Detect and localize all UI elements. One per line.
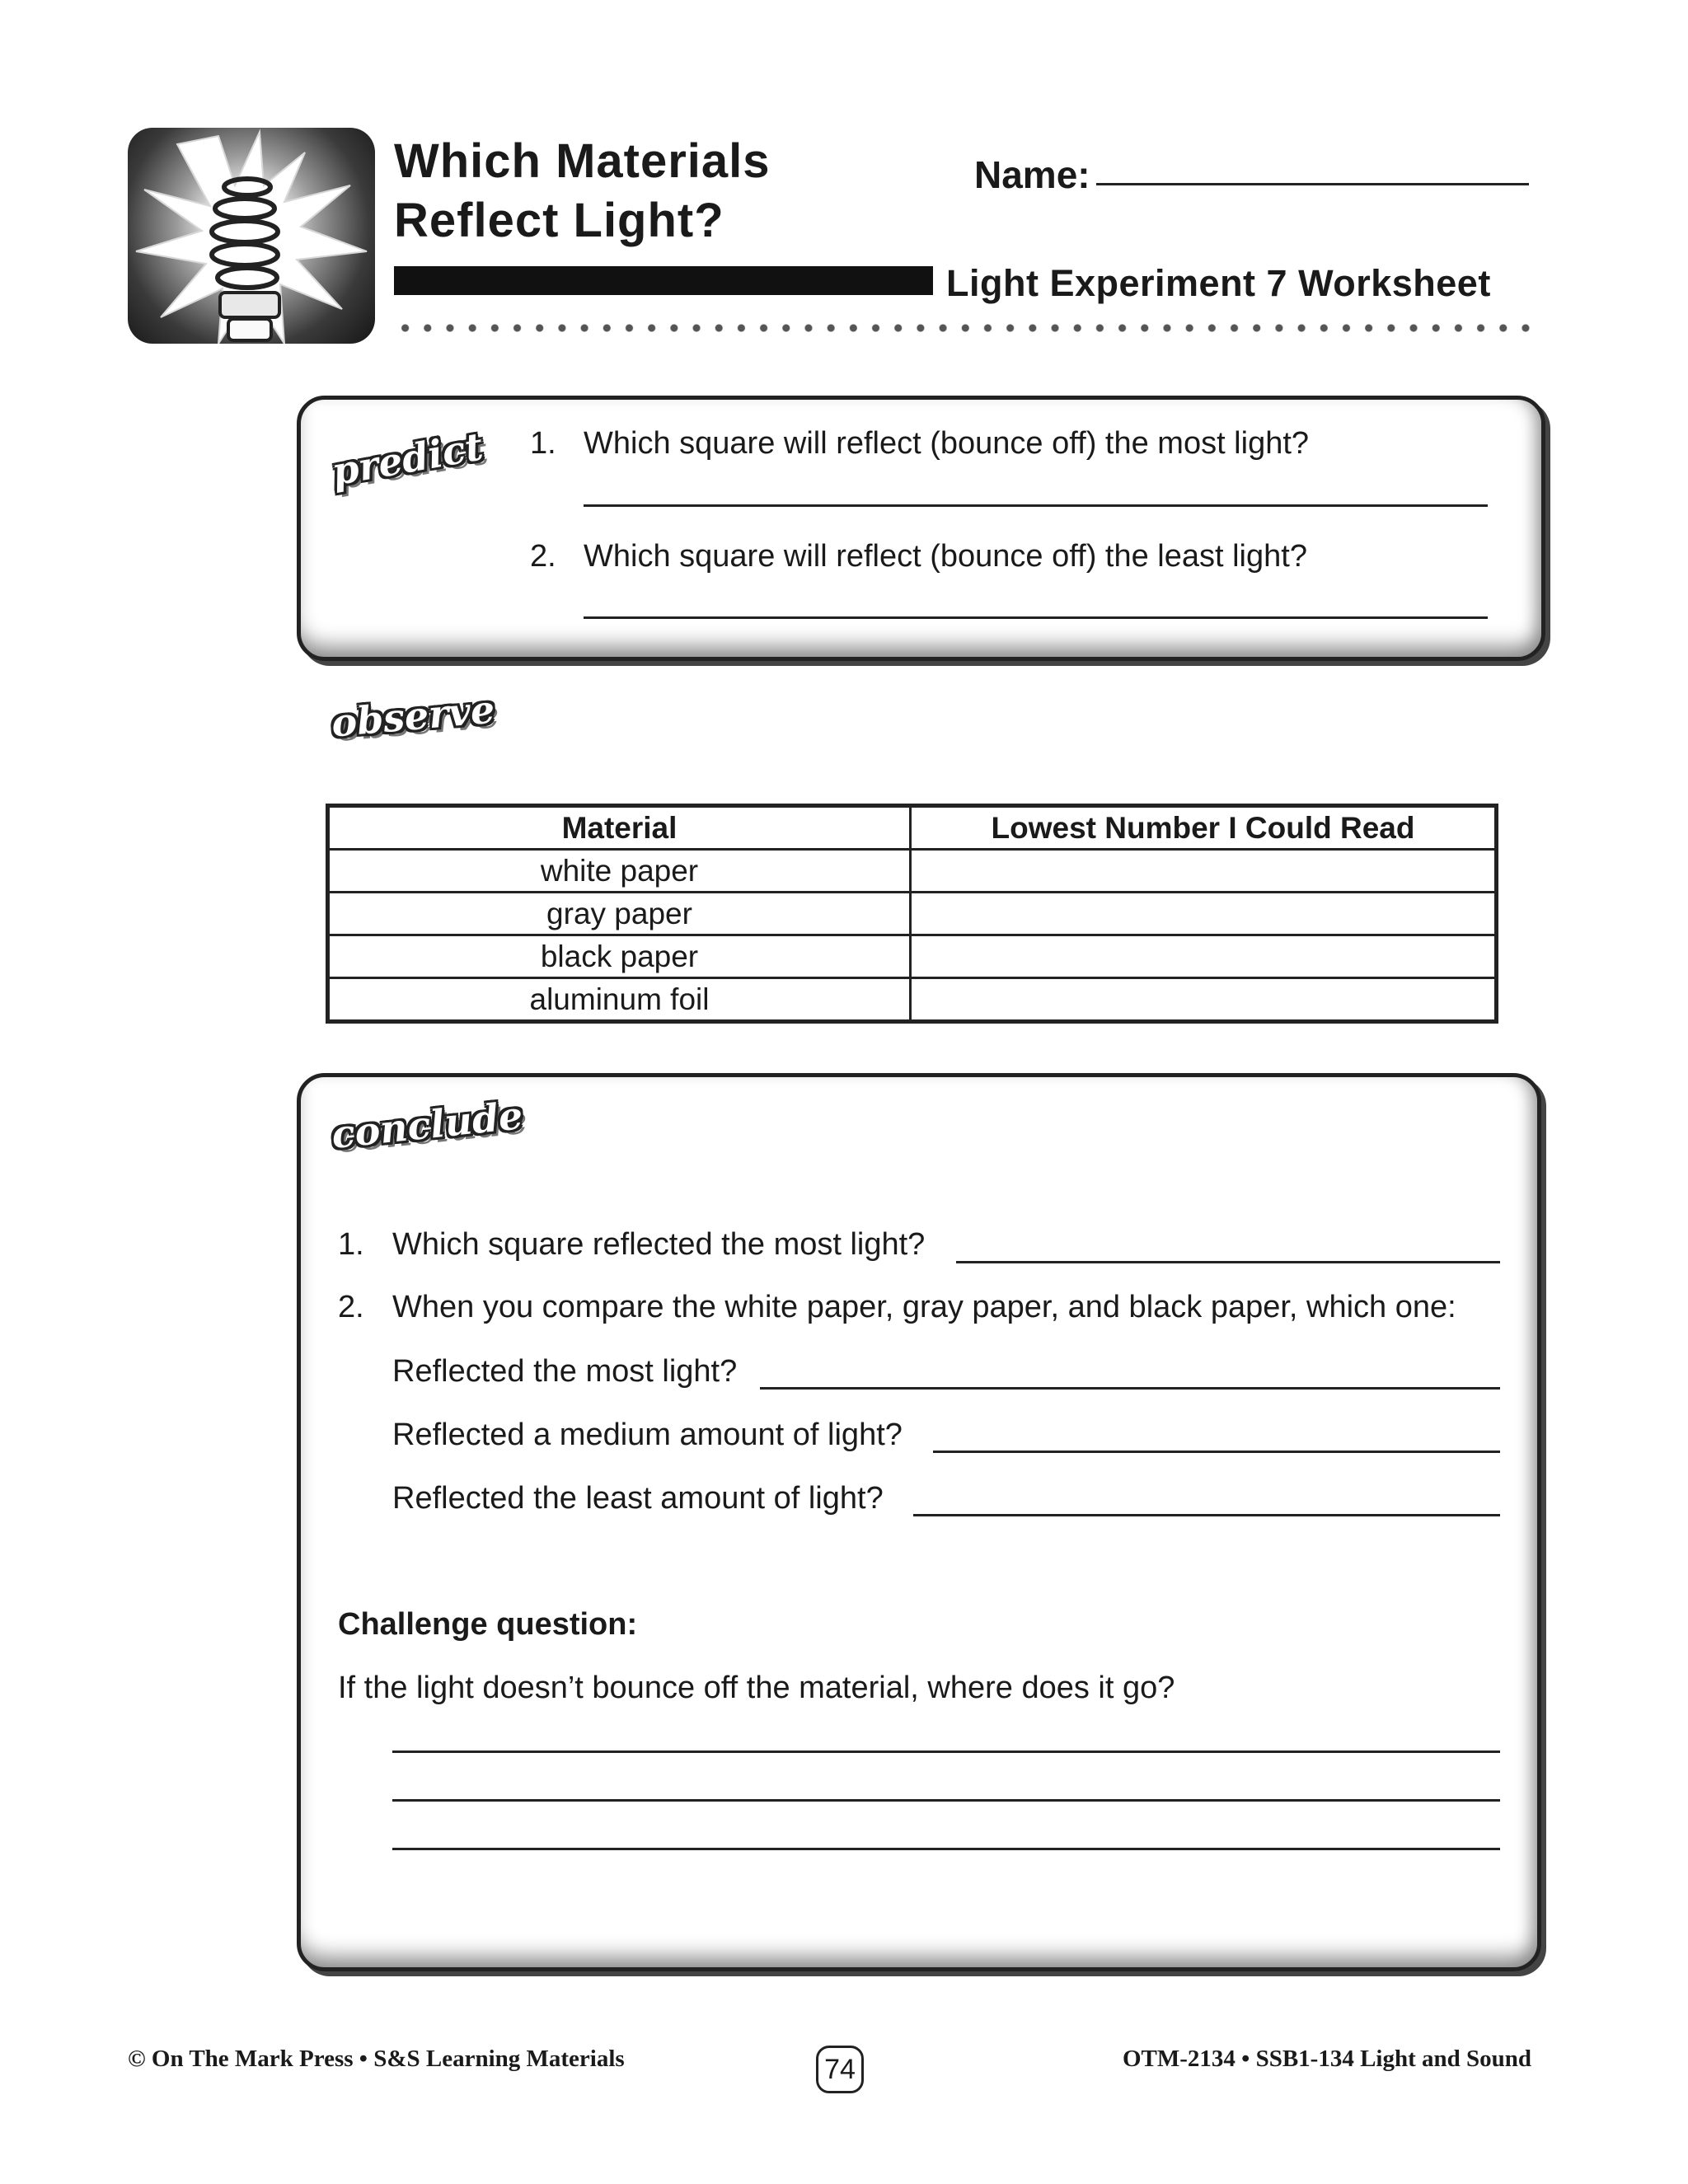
- challenge-question: If the light doesn’t bounce off the material, where does it go?: [338, 1671, 1175, 1705]
- challenge-answer-line-3[interactable]: [392, 1848, 1500, 1850]
- conclude-q1-number: 1.: [338, 1227, 364, 1262]
- observe-badge: observe: [330, 687, 497, 746]
- sub-question-least: Reflected the least amount of light?: [392, 1481, 884, 1516]
- material-cell: aluminum foil: [328, 978, 911, 1022]
- conclude-q2-text: When you compare the white paper, gray paper, and black paper, which one:: [392, 1290, 1456, 1324]
- material-cell: black paper: [328, 935, 911, 978]
- worksheet-subtitle: Light Experiment 7 Worksheet: [946, 262, 1491, 304]
- material-cell: gray paper: [328, 893, 911, 935]
- title-divider-bar: [394, 266, 933, 295]
- light-bulb-burst-icon: [128, 128, 375, 344]
- page-title: [394, 132, 823, 251]
- reading-cell[interactable]: [911, 978, 1497, 1022]
- challenge-answer-line-1[interactable]: [392, 1750, 1500, 1753]
- footer-product-code: OTM-2134 • SSB1-134 Light and Sound: [1123, 2046, 1532, 2072]
- table-row: [328, 893, 1497, 935]
- sub-question-least-answer-line[interactable]: [913, 1514, 1500, 1516]
- predict-badge: predict: [328, 424, 486, 494]
- name-label: Name:: [974, 153, 1090, 196]
- predict-q2-number: 2.: [530, 539, 556, 574]
- challenge-answer-line-2[interactable]: [392, 1799, 1500, 1802]
- conclude-q1-answer-line[interactable]: [956, 1261, 1500, 1263]
- predict-q1-number: 1.: [530, 426, 556, 461]
- sub-question-medium: Reflected a medium amount of light?: [392, 1418, 903, 1452]
- conclude-q2-number: 2.: [338, 1290, 364, 1324]
- title-line-1: Which Materials: [394, 134, 771, 188]
- column-header-lowest-number: Lowest Number I Could Read: [911, 806, 1497, 850]
- predict-q1-text: Which square will reflect (bounce off) the most light?: [584, 426, 1310, 461]
- reading-cell[interactable]: [911, 850, 1497, 893]
- material-cell: white paper: [328, 850, 911, 893]
- predict-q1-answer-line[interactable]: [584, 504, 1488, 507]
- conclude-q1-text: Which square reflected the most light?: [392, 1227, 926, 1262]
- table-row: [328, 935, 1497, 978]
- table-row: [328, 978, 1497, 1022]
- reading-cell[interactable]: [911, 935, 1497, 978]
- page-number: 74: [816, 2046, 864, 2093]
- footer-publisher: © On The Mark Press • S&S Learning Materials: [128, 2046, 625, 2072]
- dotted-divider: [394, 323, 1536, 333]
- sub-question-most: Reflected the most light?: [392, 1354, 738, 1389]
- table-header-row: [328, 806, 1497, 850]
- title-line-2: Reflect Light?: [394, 194, 724, 247]
- conclude-badge: conclude: [329, 1092, 525, 1158]
- conclude-panel: [297, 1073, 1541, 1971]
- name-field[interactable]: [1096, 183, 1529, 185]
- predict-q2-text: Which square will reflect (bounce off) the least light?: [584, 539, 1307, 574]
- sub-question-medium-answer-line[interactable]: [933, 1451, 1500, 1453]
- column-header-material: Material: [328, 806, 911, 850]
- observation-table: [326, 804, 1498, 1024]
- reading-cell[interactable]: [911, 893, 1497, 935]
- challenge-heading: Challenge question:: [338, 1607, 638, 1642]
- sub-question-most-answer-line[interactable]: [760, 1387, 1500, 1390]
- table-row: [328, 850, 1497, 893]
- predict-q2-answer-line[interactable]: [584, 616, 1488, 619]
